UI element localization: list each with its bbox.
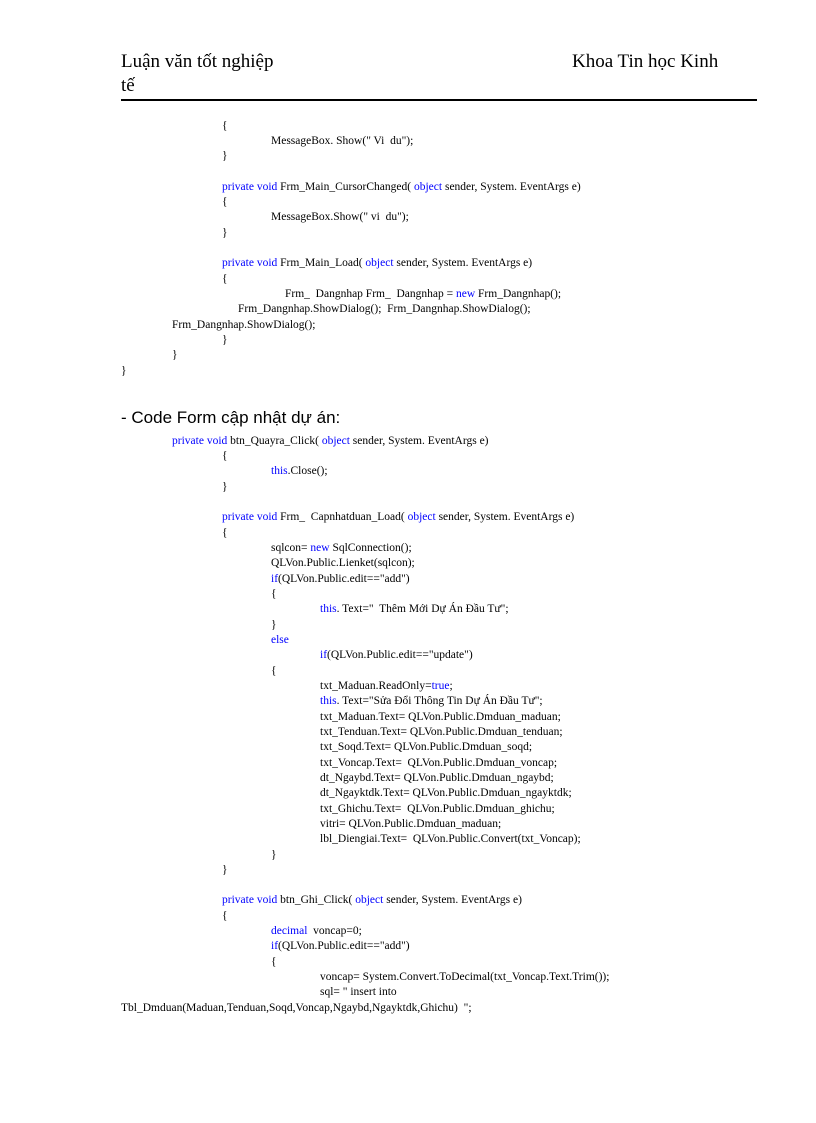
code-text: btn_Ghi_Click( (277, 894, 356, 906)
code-line: sql= " insert into (320, 986, 397, 998)
code-line (172, 434, 489, 448)
header-title (121, 50, 274, 98)
code-text: sqlcon= (271, 542, 311, 554)
code-line (271, 541, 412, 555)
code-line: { (222, 196, 228, 208)
code-text: . Text=" Thêm Mới Dự Án Đầu Tư"; (336, 603, 509, 615)
code-line: } (121, 365, 127, 377)
code-line: Frm_Dangnhap.ShowDialog(); Frm_Dangnhap.ShowDialog(); (238, 303, 531, 315)
keyword: new (310, 542, 330, 554)
keyword: object (413, 181, 443, 193)
header-department: Khoa Tin học Kinh (572, 51, 719, 72)
code-line: { (271, 956, 277, 968)
code-line: txt_Ghichu.Text= QLVon.Public.Dmduan_ghichu; (320, 803, 555, 815)
code-text: . Text="Sửa Đổi Thông Tin Dự Án Đầu Tư"; (336, 695, 543, 707)
keyword: if (271, 573, 279, 585)
code-line: } (222, 150, 228, 162)
keyword: this (320, 603, 337, 615)
code-line: dt_Ngaybd.Text= QLVon.Public.Dmduan_ngaybd; (320, 772, 554, 784)
code-text: sender, System. EventArgs e) (393, 257, 533, 269)
code-text: .Close(); (287, 465, 328, 477)
code-line: } (222, 481, 228, 493)
keyword: private (222, 894, 254, 906)
keyword: else (271, 634, 289, 646)
code-line (285, 287, 561, 301)
keyword: private (172, 435, 204, 447)
code-line: { (271, 665, 277, 677)
code-line: dt_Ngayktdk.Text= QLVon.Public.Dmduan_ngayktdk; (320, 787, 572, 799)
code-line: QLVon.Public.Lienket(sqlcon); (271, 557, 415, 569)
code-line (320, 648, 473, 662)
code-line: txt_Maduan.Text= QLVon.Public.Dmduan_maduan; (320, 711, 561, 723)
code-line: } (271, 619, 277, 631)
keyword: void (256, 181, 278, 193)
code-line (271, 572, 410, 586)
code-line: txt_Voncap.Text= QLVon.Public.Dmduan_voncap; (320, 757, 558, 769)
code-line: } (271, 849, 277, 861)
code-line: MessageBox. Show(" Vi du"); (271, 135, 414, 147)
code-line (271, 924, 362, 938)
code-line: txt_Soqd.Text= QLVon.Public.Dmduan_soqd; (320, 741, 533, 753)
code-line: } (222, 227, 228, 239)
code-text: Frm_ Dangnhap Frm_ Dangnhap = (285, 288, 456, 300)
keyword: if (320, 649, 328, 661)
keyword: private (222, 511, 254, 523)
code-text: voncap=0; (307, 925, 362, 937)
code-text: (QLVon.Public.edit=="add") (278, 573, 410, 585)
keyword: object (321, 435, 350, 447)
keyword: private (222, 181, 254, 193)
keyword: object (355, 894, 384, 906)
code-text: Frm_Main_CursorChanged( (277, 181, 414, 193)
code-line: { (271, 588, 277, 600)
code-line (222, 180, 581, 194)
header-divider (121, 99, 757, 101)
code-line: vitri= QLVon.Public.Dmduan_maduan; (320, 818, 502, 830)
code-text: Frm_ Capnhatduan_Load( (277, 511, 408, 523)
code-line: { (222, 910, 228, 922)
code-line (271, 464, 328, 478)
code-line: Frm_Dangnhap.ShowDialog(); (172, 319, 316, 331)
code-text: Frm_Main_Load( (277, 257, 366, 269)
code-line (320, 679, 453, 693)
code-line: } (172, 349, 178, 361)
header-title-line2: tế (121, 75, 135, 96)
code-text: sender, System. EventArgs e) (349, 435, 489, 447)
code-line (222, 893, 522, 907)
code-line: { (222, 527, 228, 539)
code-line: { (222, 273, 228, 285)
code-text: (QLVon.Public.edit=="update") (327, 649, 473, 661)
code-line (271, 939, 410, 953)
keyword: object (365, 257, 394, 269)
code-line: MessageBox.Show(" vi du"); (271, 211, 409, 223)
code-line: txt_Tenduan.Text= QLVon.Public.Dmduan_tenduan; (320, 726, 563, 738)
code-text: SqlConnection(); (329, 542, 412, 554)
code-line (222, 256, 532, 270)
code-line: lbl_Diengiai.Text= QLVon.Public.Convert(txt_Voncap); (320, 833, 581, 845)
keyword: true (431, 680, 450, 692)
code-line (320, 694, 543, 708)
code-line: Tbl_Dmduan(Maduan,Tenduan,Soqd,Voncap,Ngaybd,Ngayktdk,Ghichu) "; (121, 1002, 472, 1014)
keyword: void (206, 435, 228, 447)
keyword: private (222, 257, 254, 269)
code-line: { (222, 120, 228, 132)
code-text: (QLVon.Public.edit=="add") (278, 940, 410, 952)
code-text: btn_Quayra_Click( (227, 435, 322, 447)
code-text: ; (449, 680, 453, 692)
keyword: new (455, 288, 476, 300)
keyword: this (320, 695, 337, 707)
code-line: } (222, 864, 228, 876)
code-line: voncap= System.Convert.ToDecimal(txt_Voncap.Text.Trim()); (320, 971, 610, 983)
header-title-line1: Luận văn tốt nghiệp (121, 51, 274, 72)
code-text: txt_Maduan.ReadOnly= (320, 680, 432, 692)
keyword: decimal (271, 925, 308, 937)
code-text: Frm_Dangnhap(); (475, 288, 562, 300)
keyword: object (407, 511, 436, 523)
section-title: - Code Form cập nhật dự án: (121, 408, 341, 427)
keyword: void (256, 257, 278, 269)
keyword: this (271, 465, 288, 477)
keyword: void (256, 511, 278, 523)
code-text: sender, System. EventArgs e) (442, 181, 581, 193)
code-line: } (222, 334, 228, 346)
code-line (320, 602, 509, 616)
keyword: void (256, 894, 278, 906)
code-text: sender, System. EventArgs e) (383, 894, 522, 906)
code-text: sender, System. EventArgs e) (435, 511, 575, 523)
code-line: { (222, 450, 228, 462)
keyword: if (271, 940, 279, 952)
code-line (222, 510, 574, 524)
